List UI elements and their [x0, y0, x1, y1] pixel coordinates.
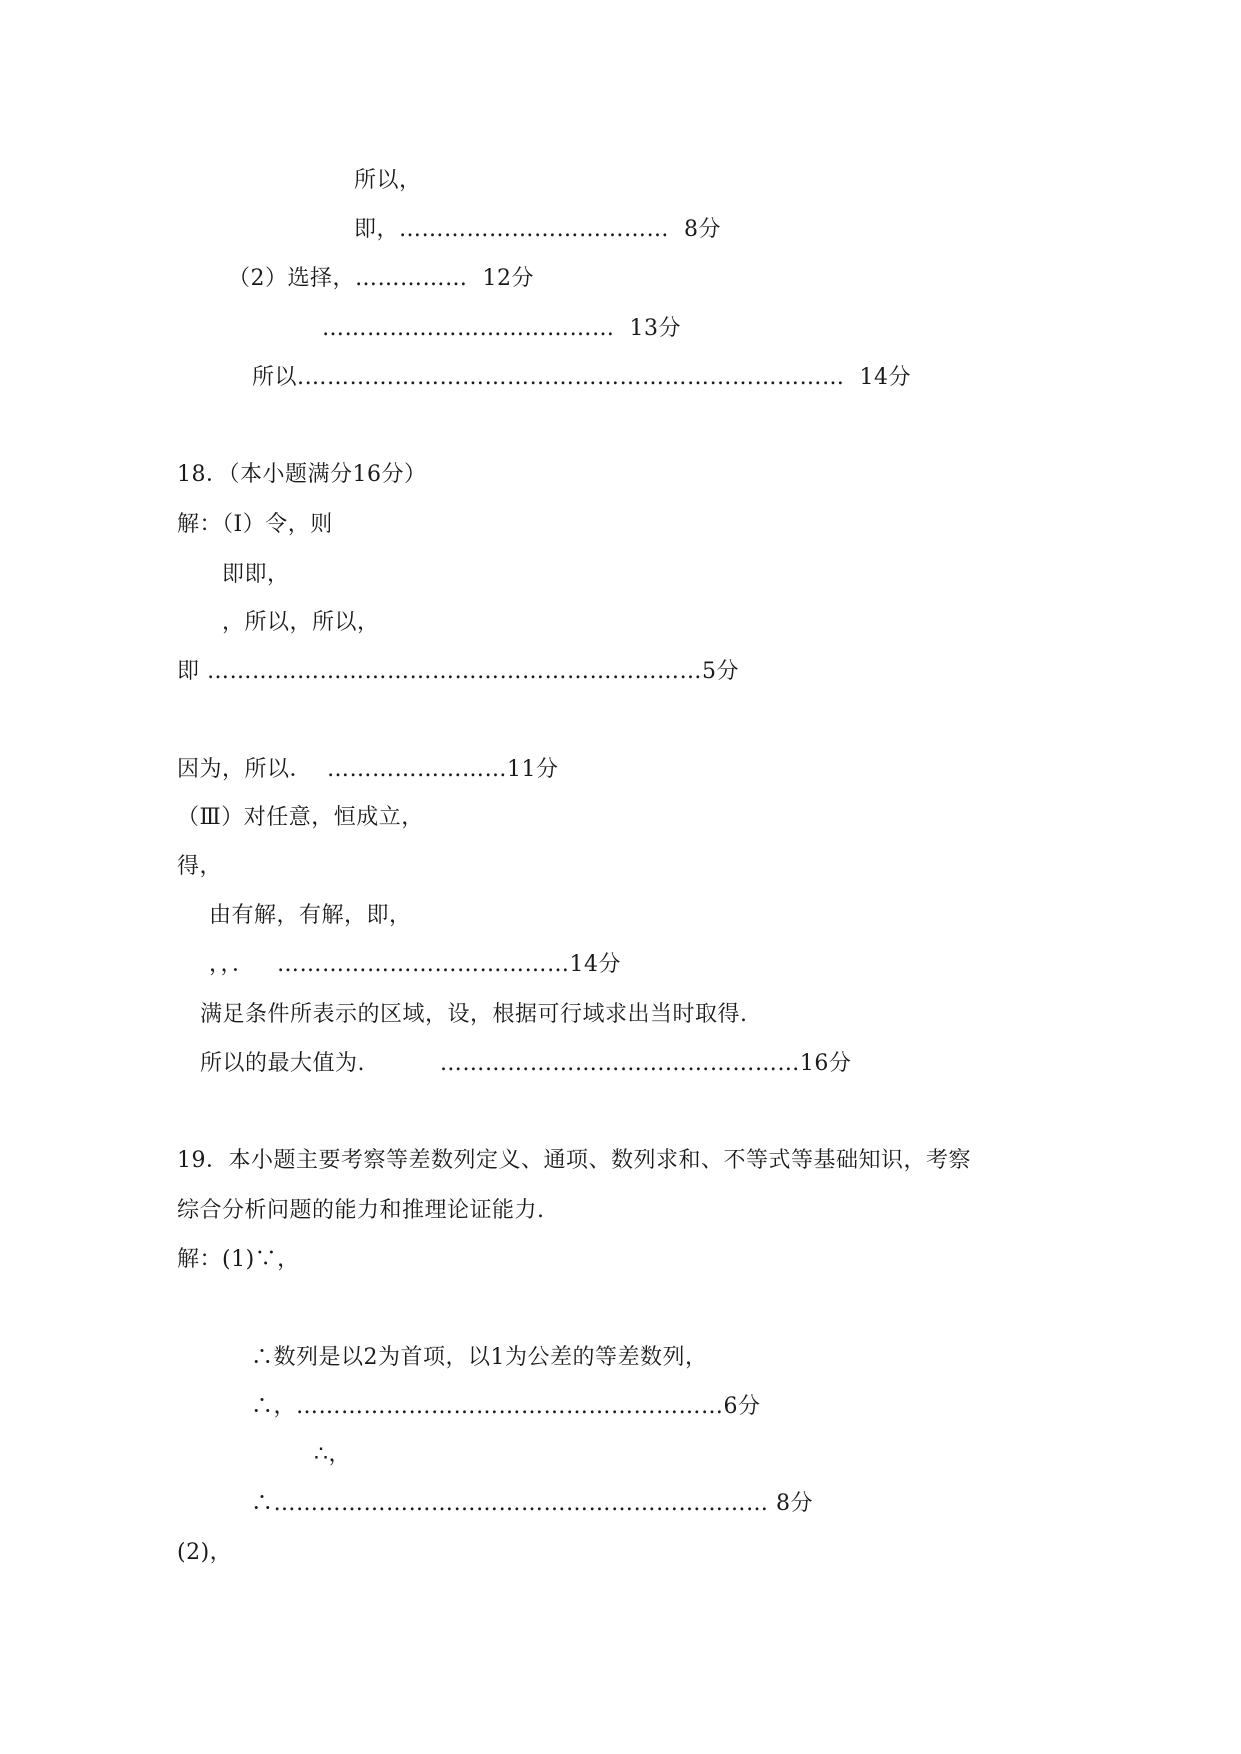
text-line: （2）选择，…………… 12分 [228, 266, 534, 291]
text-line: ∴，…………………………………………………6分 [251, 1394, 761, 1419]
text-line: ∴数列是以2为首项，以1为公差的等差数列， [251, 1345, 708, 1370]
question-heading: 18．（本小题满分16分） [177, 462, 427, 487]
text-line: 解：（Ⅰ）令，则 [177, 512, 333, 537]
text-line: (2)， [177, 1540, 233, 1565]
text-line: 综合分析问题的能力和推理论证能力. [177, 1198, 545, 1223]
text-line: ，，． …………………………………14分 [209, 952, 621, 977]
text-line: 即 …………………………………………………………5分 [177, 659, 739, 684]
text-line: 即，……………………………… 8分 [354, 217, 721, 242]
text-line: 得， [177, 854, 223, 879]
text-line: 因为，所以． ……………………11分 [177, 757, 559, 782]
text-line: ………………………………… 13分 [322, 316, 681, 341]
text-line: ∴， [314, 1442, 351, 1467]
text-line: 所以的最大值为. …………………………………………16分 [200, 1051, 852, 1076]
question-heading: 19．本小题主要考察等差数列定义、通项、数列求和、不等式等基础知识，考察 [177, 1148, 971, 1173]
text-line: 即即， [222, 562, 290, 587]
text-line: ，所以，所以， [222, 610, 380, 635]
text-line: （Ⅲ）对任意，恒成立， [177, 805, 424, 830]
text-line: ∴………………………………………………………… 8分 [251, 1491, 813, 1516]
text-line: 所以， [354, 168, 422, 193]
text-line: 解：(1)∵， [177, 1247, 300, 1272]
text-line: 满足条件所表示的区域，设，根据可行域求出当时取得. [200, 1002, 748, 1027]
text-line: 由有解，有解，即， [209, 903, 412, 928]
text-line: 所以.……………………………………………………………… 14分 [252, 365, 911, 390]
